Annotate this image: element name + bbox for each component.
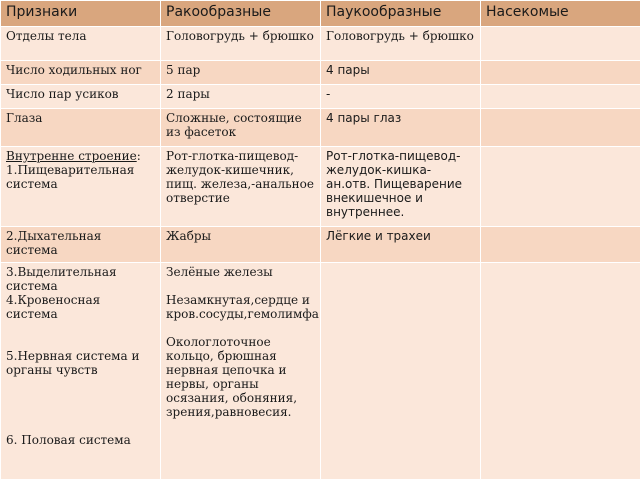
internal-structure-heading: Внутренне строение: [6, 149, 137, 163]
cell-antennae-crustaceans: 2 пары: [161, 85, 321, 109]
spacer: [6, 377, 155, 433]
cell-other-systems-arachnids: [321, 263, 481, 480]
cell-other-systems-crustaceans: [161, 263, 321, 480]
cell-digestive-arachnids: Рот-глотка-пищевод-желудок-кишка-ан.отв. Пищеварение внекишечное и внутреннее.: [321, 147, 481, 227]
nervous-label: 5.Нервная система и органы чувств: [6, 349, 140, 377]
excretory-label: 3.Выделительная система: [6, 265, 117, 293]
cell-body-insects: [481, 27, 640, 61]
cell-eyes-insects: [481, 109, 640, 147]
cell-digestive-crustaceans: Рот-глотка-пищевод-желудок-кишечник, пищ. железа,-анальное отверстие: [161, 147, 321, 227]
cell-respiratory-arachnids: Лёгкие и трахеи: [321, 227, 481, 263]
reproductive-label: 6. Половая система: [6, 433, 131, 447]
spacer: [6, 321, 155, 335]
header-row: [1, 1, 640, 27]
nervous-crustaceans: Окологлоточное кольцо, брюшная нервная цепочка и нервы, органы осязания, обоняния, зрения,равновесия.: [166, 335, 298, 419]
cell-eyes-crustaceans: Сложные, состоящие из фасеток: [161, 109, 321, 147]
header-features: Признаки: [1, 1, 161, 27]
row-label-respiratory: 2.Дыхательная система: [1, 227, 161, 263]
header-arachnids: Паукообразные: [321, 1, 481, 27]
table-row: [1, 27, 640, 61]
circulatory-label: 4.Кровеносная система: [6, 293, 101, 321]
table-row: [1, 85, 640, 109]
cell-legs-crustaceans: 5 пар: [161, 61, 321, 85]
row-label-digestive: [1, 147, 161, 227]
cell-respiratory-insects: [481, 227, 640, 263]
spacer: [166, 279, 315, 293]
row-label-legs: Число ходильных ног: [1, 61, 161, 85]
circulatory-crustaceans: Незамкнутая,сердце и кров.сосуды,гемолимфа: [166, 293, 319, 321]
table-row: [1, 109, 640, 147]
table-row: [1, 263, 640, 480]
cell-body-crustaceans: Головогрудь + брюшко: [161, 27, 321, 61]
row-label-body: Отделы тела: [1, 27, 161, 61]
excretory-crustaceans: Зелёные железы: [166, 265, 273, 279]
cell-legs-arachnids: 4 пары: [321, 61, 481, 85]
cell-digestive-insects: [481, 147, 640, 227]
digestive-label: 1.Пищеварительная система: [6, 163, 135, 191]
cell-antennae-insects: [481, 85, 640, 109]
cell-eyes-arachnids: 4 пары глаз: [321, 109, 481, 147]
row-label-other-systems: [1, 263, 161, 480]
table-row: [1, 61, 640, 85]
header-crustaceans: Ракообразные: [161, 1, 321, 27]
table-row: [1, 227, 640, 263]
row-label-antennae: Число пар усиков: [1, 85, 161, 109]
cell-respiratory-crustaceans: Жабры: [161, 227, 321, 263]
header-insects: Насекомые: [481, 1, 640, 27]
internal-structure-colon: :: [136, 149, 141, 163]
row-label-eyes: Глаза: [1, 109, 161, 147]
cell-antennae-arachnids: -: [321, 85, 481, 109]
spacer: [166, 321, 315, 335]
cell-other-systems-insects: [481, 263, 640, 480]
table-row: [1, 147, 640, 227]
spacer: [6, 335, 155, 349]
cell-legs-insects: [481, 61, 640, 85]
cell-body-arachnids: Головогрудь + брюшко: [321, 27, 481, 61]
